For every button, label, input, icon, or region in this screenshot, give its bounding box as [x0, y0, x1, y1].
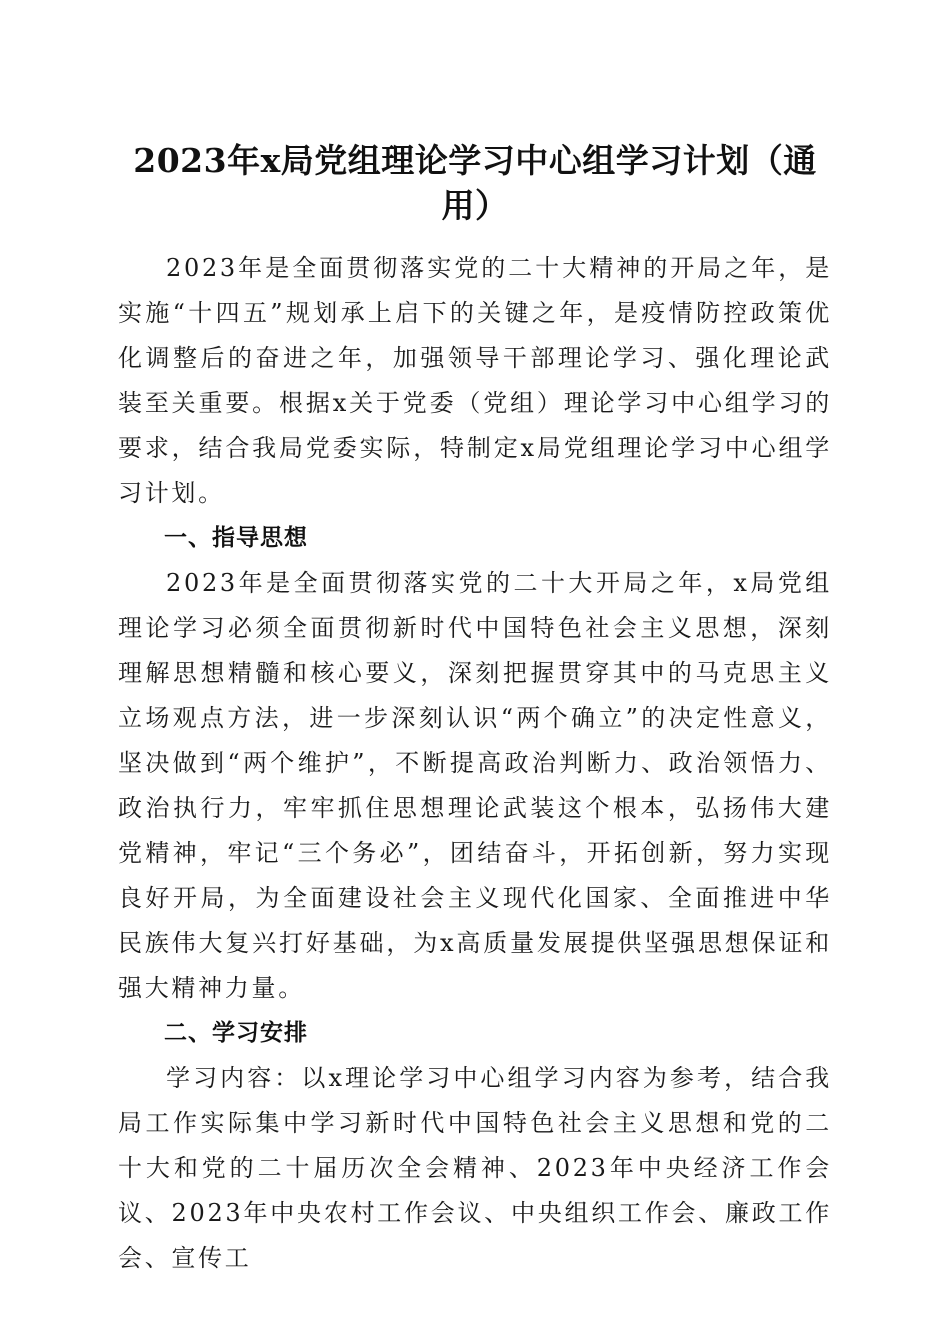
section-paragraph-study-arrangement: 学习内容：以x理论学习中心组学习内容为参考，结合我局工作实际集中学习新时代中国特色社会主义思想和党的二十大和党的二十届历次全会精神、2023年中央经济工作会议、2023年中央农村工作会议、中央组织工作会、廉政工作会、宣传工	[118, 1064, 832, 1272]
section-heading-guiding-ideology: 一、指导思想	[164, 525, 308, 551]
document-title: 2023年x局党组理论学习中心组学习计划（通用）	[133, 141, 817, 225]
section-heading-study-arrangement: 二、学习安排	[164, 1020, 308, 1046]
section-paragraph-guiding-ideology: 2023年是全面贯彻落实党的二十大开局之年，x局党组理论学习必须全面贯彻新时代中国特色社会主义思想，深刻理解思想精髓和核心要义，深刻把握贯穿其中的马克思主义立场观点方法，进一步深刻认识“两个确立”的决定性意义，坚决做到“两个维护”，不断提高政治判断力、政治领悟力、政治执行力，牢牢抓住思想理论武装这个根本，弘扬伟大建党精神，牢记“三个务必”，团结奋斗，开拓创新，努力实现良好开局，为全面建设社会主义现代化国家、全面推进中华民族伟大复兴打好基础，为x高质量发展提供坚强思想保证和强大精神力量。	[118, 569, 832, 1002]
intro-paragraph: 2023年是全面贯彻落实党的二十大精神的开局之年，是实施“十四五”规划承上启下的关键之年，是疫情防控政策优化调整后的奋进之年，加强领导干部理论学习、强化理论武装至关重要。根据x关于党委（党组）理论学习中心组学习的要求，结合我局党委实际，特制定x局党组理论学习中心组学习计划。	[118, 254, 832, 507]
document-body	[118, 246, 832, 1281]
